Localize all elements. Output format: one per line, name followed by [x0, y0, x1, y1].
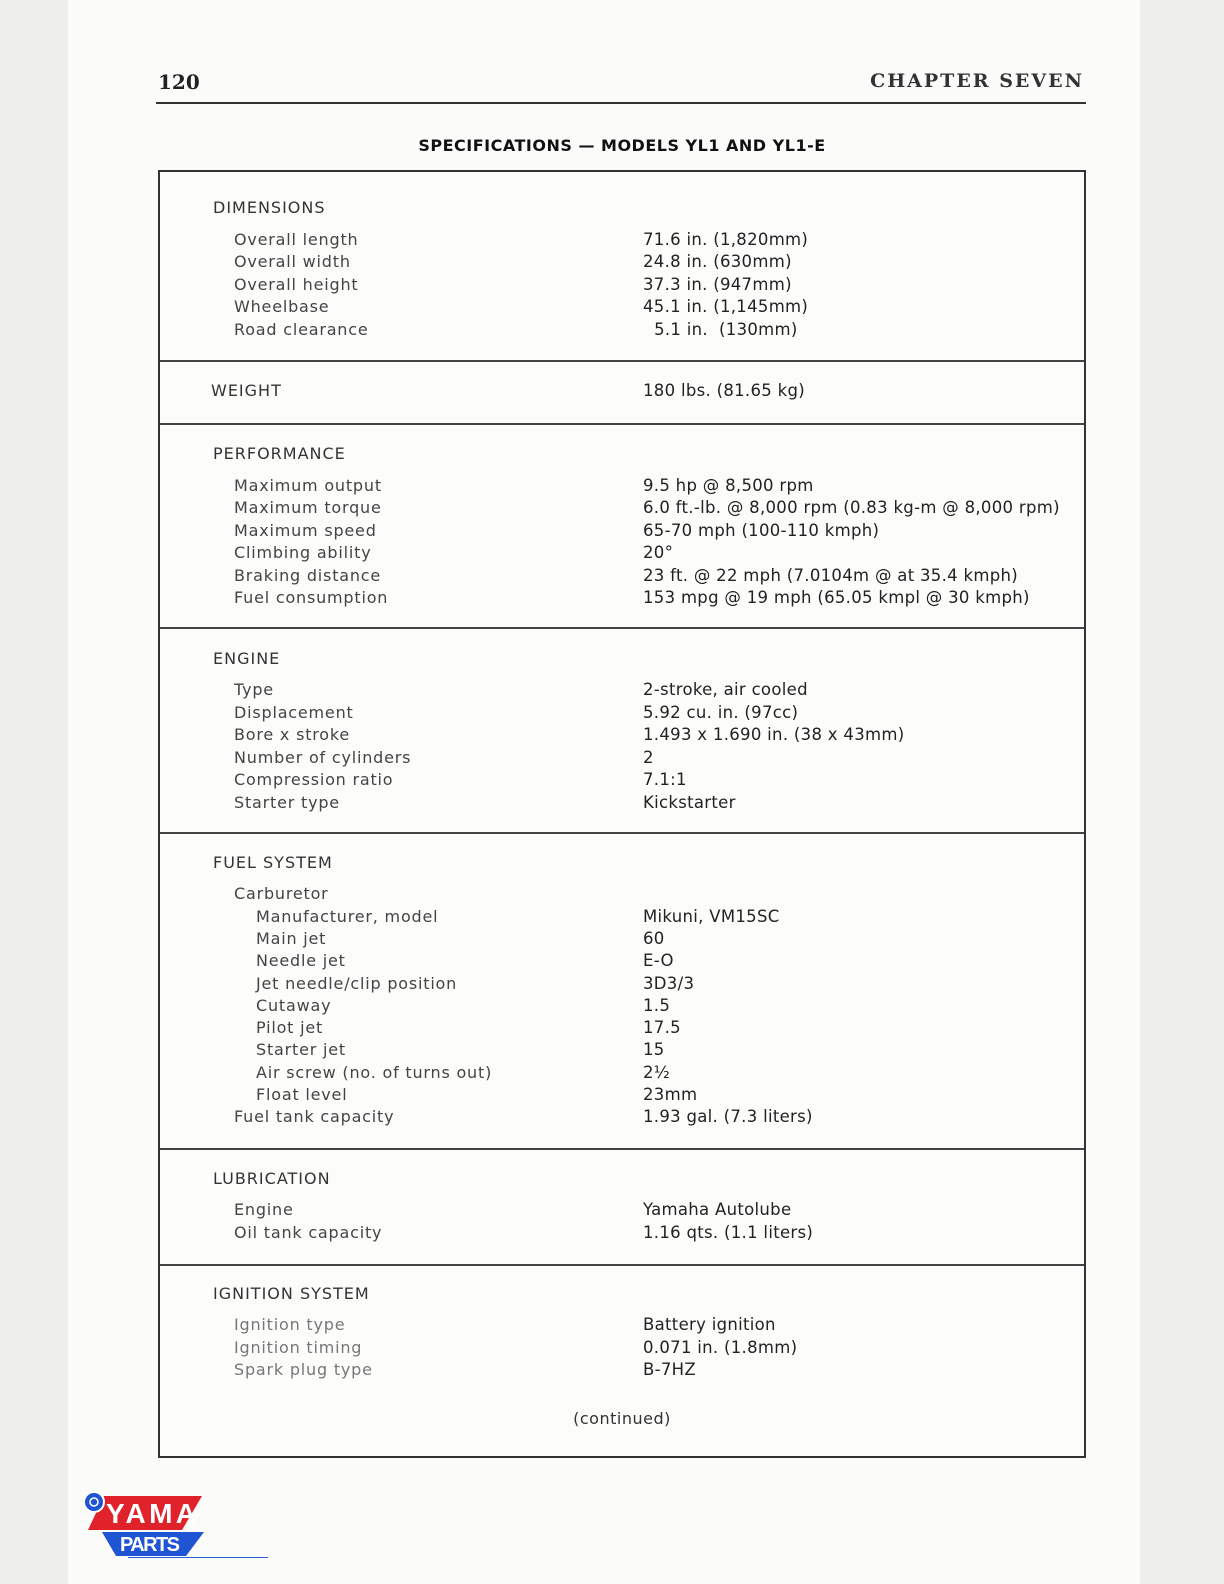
spec-value: E-O — [643, 951, 674, 970]
spec-row — [160, 1315, 1084, 1337]
spec-label: Overall width — [234, 252, 351, 271]
spec-row — [160, 566, 1084, 588]
spec-row — [160, 929, 1084, 951]
spec-value: 1.93 gal. (7.3 liters) — [643, 1107, 813, 1126]
spec-value: Yamaha Autolube — [643, 1200, 792, 1219]
section-divider — [160, 423, 1084, 425]
spec-row — [160, 996, 1084, 1018]
section-title-dimensions: DIMENSIONS — [213, 198, 326, 217]
spec-value: 180 lbs. (81.65 kg) — [643, 381, 805, 400]
spec-label: Compression ratio — [234, 770, 394, 789]
spec-label: Number of cylinders — [234, 748, 412, 767]
specifications-table — [158, 170, 1086, 1458]
spec-label: Bore x stroke — [234, 725, 351, 744]
section-title-fuel-system: FUEL SYSTEM — [213, 853, 333, 872]
spec-value: 7.1:1 — [643, 770, 687, 789]
spec-value: 65-70 mph (100-110 kmph) — [643, 521, 880, 540]
section-divider — [160, 1264, 1084, 1266]
spec-row — [160, 907, 1084, 929]
spec-row — [160, 770, 1084, 792]
page-header — [156, 66, 1086, 104]
spec-value: 1.493 x 1.690 in. (38 x 43mm) — [643, 725, 905, 744]
spec-row — [160, 1107, 1084, 1129]
spec-value: 37.3 in. (947mm) — [643, 275, 792, 294]
spec-label: Braking distance — [234, 566, 382, 585]
spec-label: Jet needle/clip position — [256, 974, 458, 993]
section-divider — [160, 832, 1084, 834]
logo-text-yama: YAMA — [106, 1498, 196, 1529]
spec-value: 23 ft. @ 22 mph (7.0104m @ at 35.4 kmph) — [643, 566, 1018, 585]
spec-value: 5.1 in. (130mm) — [643, 320, 798, 339]
spec-label: Spark plug type — [234, 1360, 373, 1379]
spec-value: B-7HZ — [643, 1360, 696, 1379]
spec-row — [160, 703, 1084, 725]
page-number: 120 — [158, 70, 200, 94]
spec-row — [160, 1200, 1084, 1222]
spec-label: Climbing ability — [234, 543, 372, 562]
carburetor-label: Carburetor — [234, 884, 329, 903]
spec-row — [160, 1040, 1084, 1062]
spec-value: 2-stroke, air cooled — [643, 680, 808, 699]
spec-value: Mikuni, VM15SC — [643, 907, 780, 926]
spec-label: Maximum speed — [234, 521, 377, 540]
spec-label: Wheelbase — [234, 297, 330, 316]
spec-row — [160, 974, 1084, 996]
spec-value: 17.5 — [643, 1018, 681, 1037]
section-divider — [160, 360, 1084, 362]
section-title-weight: WEIGHT — [211, 381, 282, 400]
logo-underline — [128, 1557, 268, 1558]
spec-value: 71.6 in. (1,820mm) — [643, 230, 809, 249]
spec-row — [160, 748, 1084, 770]
logo-text-parts: PARTS — [120, 1534, 180, 1556]
spec-row — [160, 1338, 1084, 1360]
spec-value: 3D3/3 — [643, 974, 695, 993]
spec-label: Overall height — [234, 275, 359, 294]
spec-label: Maximum torque — [234, 498, 382, 517]
spec-row — [160, 275, 1084, 297]
spec-label: Ignition type — [234, 1315, 346, 1334]
section-title-engine: ENGINE — [213, 649, 281, 668]
spec-row — [160, 588, 1084, 610]
section-title-ignition-system: IGNITION SYSTEM — [213, 1284, 370, 1303]
section-divider — [160, 627, 1084, 629]
spec-value: 60 — [643, 929, 665, 948]
spec-row — [160, 725, 1084, 747]
spec-value: 45.1 in. (1,145mm) — [643, 297, 809, 316]
yamaparts-logo[interactable] — [82, 1490, 272, 1564]
continued-note: (continued) — [573, 1409, 671, 1428]
spec-value: 1.5 — [643, 996, 671, 1015]
spec-label: Road clearance — [234, 320, 369, 339]
spec-label: Float level — [256, 1085, 348, 1104]
spec-row — [160, 1360, 1084, 1382]
spec-value: 2 — [643, 748, 654, 767]
spec-label: Air screw (no. of turns out) — [256, 1063, 493, 1082]
spec-label: Needle jet — [256, 951, 346, 970]
section-title-performance: PERFORMANCE — [213, 444, 346, 463]
spec-label: Fuel tank capacity — [234, 1107, 395, 1126]
spec-value: 5.92 cu. in. (97cc) — [643, 703, 799, 722]
section-divider — [160, 1148, 1084, 1150]
spec-row — [160, 252, 1084, 274]
spec-row — [160, 951, 1084, 973]
spec-row — [160, 320, 1084, 342]
spec-row — [160, 793, 1084, 815]
spec-row — [160, 543, 1084, 565]
spec-value: 15 — [643, 1040, 665, 1059]
spec-row — [160, 680, 1084, 702]
spec-label: Starter type — [234, 793, 340, 812]
chapter-title: CHAPTER SEVEN — [870, 70, 1084, 92]
spec-label: Main jet — [256, 929, 327, 948]
spec-label: Type — [234, 680, 274, 699]
spec-row — [160, 1085, 1084, 1107]
spec-value: 6.0 ft.-lb. @ 8,000 rpm (0.83 kg-m @ 8,000 rpm) — [643, 498, 1060, 517]
spec-value: 1.16 qts. (1.1 liters) — [643, 1223, 814, 1242]
spec-label: Fuel consumption — [234, 588, 389, 607]
spec-row — [160, 1063, 1084, 1085]
spec-value: 24.8 in. (630mm) — [643, 252, 792, 271]
spec-row — [160, 498, 1084, 520]
spec-value: 20° — [643, 543, 674, 562]
spec-label: Oil tank capacity — [234, 1223, 383, 1242]
spec-row — [160, 476, 1084, 498]
spec-row — [160, 1018, 1084, 1040]
spec-value: Battery ignition — [643, 1315, 776, 1334]
spec-row — [160, 1223, 1084, 1245]
spec-label: Maximum output — [234, 476, 382, 495]
spec-value: 0.071 in. (1.8mm) — [643, 1338, 798, 1357]
spec-value: 2½ — [643, 1063, 671, 1082]
specifications-title: SPECIFICATIONS — MODELS YL1 AND YL1-E — [418, 136, 826, 155]
spec-label: Displacement — [234, 703, 354, 722]
yamaha-emblem-icon — [84, 1492, 104, 1512]
spec-label: Pilot jet — [256, 1018, 324, 1037]
spec-label: Manufacturer, model — [256, 907, 439, 926]
spec-row — [160, 297, 1084, 319]
section-title-lubrication: LUBRICATION — [213, 1169, 331, 1188]
spec-label: Cutaway — [256, 996, 332, 1015]
spec-value: 23mm — [643, 1085, 698, 1104]
spec-label: Engine — [234, 1200, 294, 1219]
spec-value: 153 mpg @ 19 mph (65.05 kmpl @ 30 kmph) — [643, 588, 1030, 607]
spec-value: Kickstarter — [643, 793, 736, 812]
spec-row — [160, 884, 1084, 906]
spec-row — [160, 230, 1084, 252]
spec-row-weight — [160, 381, 1084, 403]
spec-label: Overall length — [234, 230, 359, 249]
spec-label: Ignition timing — [234, 1338, 363, 1357]
spec-value: 9.5 hp @ 8,500 rpm — [643, 476, 814, 495]
spec-label: Starter jet — [256, 1040, 346, 1059]
spec-row — [160, 521, 1084, 543]
